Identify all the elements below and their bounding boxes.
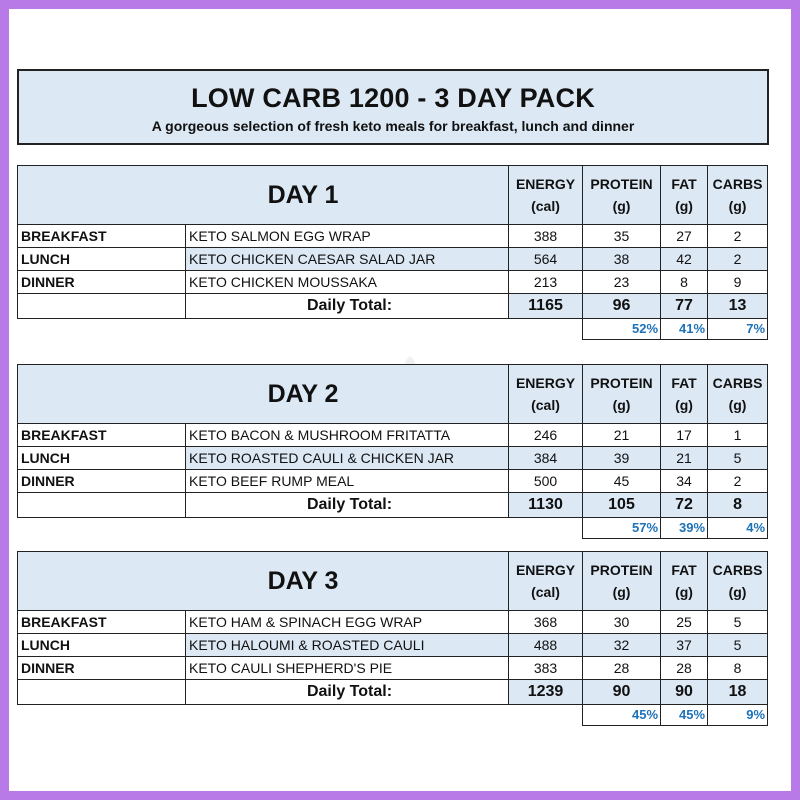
carbs-value: 2 (708, 248, 768, 271)
meal-label: BREAKFAST (18, 611, 186, 634)
protein-value: 32 (583, 634, 661, 657)
meal-label: DINNER (18, 657, 186, 680)
energy-value: 213 (509, 271, 583, 294)
carbs-value: 2 (708, 470, 768, 493)
protein-value: 28 (583, 657, 661, 680)
protein-header: PROTEIN (g) (583, 552, 661, 611)
table-row (18, 248, 768, 271)
daily-total-label: Daily Total: (186, 680, 509, 705)
daily-total-label: Daily Total: (186, 493, 509, 518)
table-row (18, 271, 768, 294)
daily-total-row (18, 294, 768, 319)
table-row (18, 424, 768, 447)
protein-value: 30 (583, 611, 661, 634)
fat-percent: 45% (661, 705, 708, 726)
dish-name: KETO HAM & SPINACH EGG WRAP (186, 611, 509, 634)
meal-label: LUNCH (18, 248, 186, 271)
energy-value: 388 (509, 225, 583, 248)
percent-row (18, 518, 768, 539)
protein-value: 39 (583, 447, 661, 470)
energy-value: 500 (509, 470, 583, 493)
fat-value: 42 (661, 248, 708, 271)
dish-name: KETO CHICKEN MOUSSAKA (186, 271, 509, 294)
table-row (18, 225, 768, 248)
fat-value: 27 (661, 225, 708, 248)
energy-header: ENERGY (cal) (509, 552, 583, 611)
percent-row (18, 705, 768, 726)
total-carbs: 8 (708, 493, 768, 518)
meal-label: DINNER (18, 271, 186, 294)
meal-label: BREAKFAST (18, 225, 186, 248)
fat-value: 34 (661, 470, 708, 493)
protein-percent: 57% (583, 518, 661, 539)
protein-percent: 52% (583, 319, 661, 340)
energy-value: 246 (509, 424, 583, 447)
fat-percent: 39% (661, 518, 708, 539)
protein-value: 21 (583, 424, 661, 447)
fat-value: 8 (661, 271, 708, 294)
percent-row (18, 319, 768, 340)
meal-label: LUNCH (18, 447, 186, 470)
energy-header: ENERGY (cal) (509, 365, 583, 424)
dish-name: KETO ROASTED CAULI & CHICKEN JAR (186, 447, 509, 470)
protein-value: 35 (583, 225, 661, 248)
carbs-percent: 4% (708, 518, 768, 539)
carbs-header: CARBS (g) (708, 365, 768, 424)
carbs-value: 9 (708, 271, 768, 294)
dish-name: KETO BEEF RUMP MEAL (186, 470, 509, 493)
total-energy: 1165 (509, 294, 583, 319)
total-protein: 90 (583, 680, 661, 705)
protein-value: 23 (583, 271, 661, 294)
carbs-percent: 9% (708, 705, 768, 726)
day-table-1 (17, 165, 767, 340)
fat-header: FAT (g) (661, 552, 708, 611)
energy-header: ENERGY (cal) (509, 166, 583, 225)
meal-label: DINNER (18, 470, 186, 493)
fat-header: FAT (g) (661, 166, 708, 225)
fat-value: 21 (661, 447, 708, 470)
energy-value: 564 (509, 248, 583, 271)
total-fat: 72 (661, 493, 708, 518)
table-row (18, 470, 768, 493)
total-protein: 96 (583, 294, 661, 319)
energy-value: 384 (509, 447, 583, 470)
dish-name: KETO CHICKEN CAESAR SALAD JAR (186, 248, 509, 271)
protein-value: 38 (583, 248, 661, 271)
total-fat: 90 (661, 680, 708, 705)
carbs-value: 1 (708, 424, 768, 447)
day-table-2 (17, 364, 767, 539)
energy-value: 488 (509, 634, 583, 657)
table-row (18, 634, 768, 657)
table-row (18, 447, 768, 470)
day-title: DAY 3 (18, 552, 509, 611)
total-energy: 1130 (509, 493, 583, 518)
total-protein: 105 (583, 493, 661, 518)
protein-header: PROTEIN (g) (583, 166, 661, 225)
dish-name: KETO SALMON EGG WRAP (186, 225, 509, 248)
page-title: LOW CARB 1200 - 3 DAY PACK (191, 83, 595, 113)
day-title: DAY 1 (18, 166, 509, 225)
dish-name: KETO CAULI SHEPHERD'S PIE (186, 657, 509, 680)
protein-header: PROTEIN (g) (583, 365, 661, 424)
total-carbs: 13 (708, 294, 768, 319)
carbs-value: 2 (708, 225, 768, 248)
fat-value: 25 (661, 611, 708, 634)
meal-label: LUNCH (18, 634, 186, 657)
carbs-value: 5 (708, 447, 768, 470)
carbs-value: 5 (708, 634, 768, 657)
fat-value: 28 (661, 657, 708, 680)
fat-value: 37 (661, 634, 708, 657)
total-fat: 77 (661, 294, 708, 319)
day-title: DAY 2 (18, 365, 509, 424)
title-box (17, 69, 769, 145)
daily-total-label: Daily Total: (186, 294, 509, 319)
fat-percent: 41% (661, 319, 708, 340)
carbs-header: CARBS (g) (708, 166, 768, 225)
total-carbs: 18 (708, 680, 768, 705)
day-table-3 (17, 551, 767, 726)
carbs-value: 5 (708, 611, 768, 634)
dish-name: KETO HALOUMI & ROASTED CAULI (186, 634, 509, 657)
energy-value: 383 (509, 657, 583, 680)
carbs-value: 8 (708, 657, 768, 680)
daily-total-row (18, 680, 768, 705)
page-subtitle: A gorgeous selection of fresh keto meals for breakfast, lunch and dinner (151, 118, 635, 134)
carbs-header: CARBS (g) (708, 552, 768, 611)
fat-header: FAT (g) (661, 365, 708, 424)
daily-total-row (18, 493, 768, 518)
protein-percent: 45% (583, 705, 661, 726)
energy-value: 368 (509, 611, 583, 634)
total-energy: 1239 (509, 680, 583, 705)
table-row (18, 657, 768, 680)
dish-name: KETO BACON & MUSHROOM FRITATTA (186, 424, 509, 447)
carbs-percent: 7% (708, 319, 768, 340)
protein-value: 45 (583, 470, 661, 493)
fat-value: 17 (661, 424, 708, 447)
table-row (18, 611, 768, 634)
meal-label: BREAKFAST (18, 424, 186, 447)
